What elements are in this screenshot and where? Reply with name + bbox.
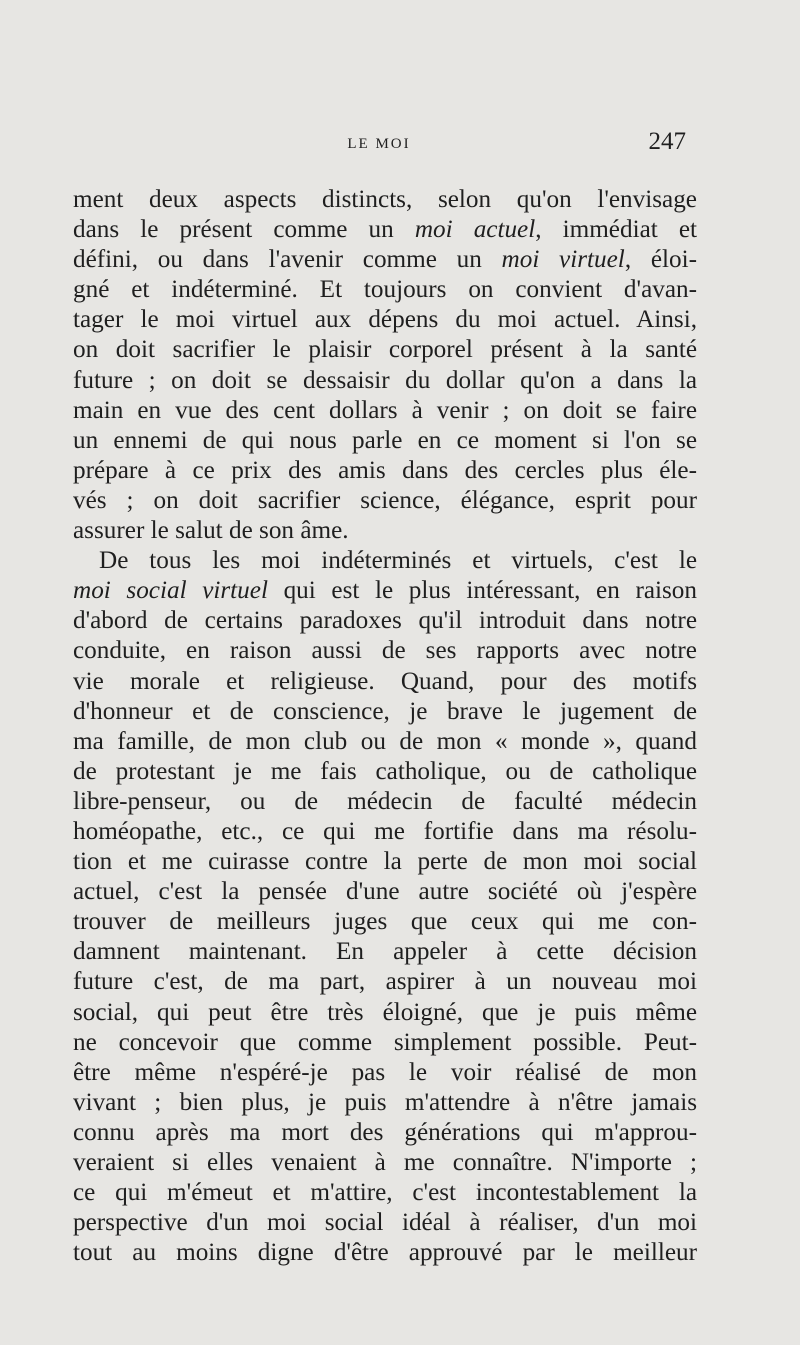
- text-segment: tager le moi virtuel aux dépens du moi actuel. Ainsi,: [73, 306, 697, 334]
- text-segment: défini, ou dans l'avenir comme un: [73, 246, 502, 274]
- text-line: [73, 937, 697, 967]
- text-line: [73, 305, 697, 335]
- text-segment: main en vue des cent dollars à venir ; on doit se faire: [73, 396, 697, 424]
- text-line: [73, 847, 697, 877]
- text-segment: damnent maintenant. En appeler à cette décision: [73, 938, 697, 966]
- page-number: 247: [648, 128, 686, 155]
- text-line: [73, 877, 697, 907]
- text-line: [73, 1208, 697, 1238]
- running-title: LE MOI: [347, 136, 411, 152]
- text-segment: de protestant je me fais catholique, ou de catholique: [73, 757, 697, 785]
- italic-text: moi actuel: [414, 216, 536, 244]
- text-segment: connu après ma mort des générations qui m'approu-: [73, 1118, 697, 1146]
- text-line: [73, 1088, 697, 1118]
- text-segment: assurer le salut de son âme.: [73, 517, 349, 545]
- text-segment: , éloi-: [624, 246, 697, 274]
- text-segment: trouver de meilleurs juges que ceux qui me con-: [73, 908, 697, 936]
- text-segment: être même n'espéré-je pas le voir réalisé de mon: [73, 1058, 697, 1086]
- text-segment: on doit sacrifier le plaisir corporel présent à la santé: [73, 336, 697, 364]
- text-segment: conduite, en raison aussi de ses rapports avec notre: [73, 637, 697, 665]
- text-line: [73, 636, 697, 666]
- text-segment: un ennemi de qui nous parle en ce moment si l'on se: [73, 426, 697, 454]
- text-segment: tout au moins digne d'être approuvé par le meilleur: [73, 1239, 697, 1267]
- text-line: [73, 967, 697, 997]
- text-line: [73, 215, 697, 245]
- text-line: [73, 456, 697, 486]
- text-line: [73, 366, 697, 396]
- text-segment: d'honneur et de conscience, je brave le jugement de: [73, 697, 697, 725]
- text-segment: vivant ; bien plus, je puis m'attendre à n'être jamais: [73, 1088, 697, 1116]
- text-segment: vés ; on doit sacrifier science, élégance, esprit pour: [73, 486, 697, 514]
- text-line: [73, 275, 697, 305]
- text-segment: , immédiat et: [535, 216, 698, 244]
- text-segment: d'abord de certains paradoxes qu'il introduit dans notre: [73, 607, 697, 635]
- text-line: [73, 1028, 697, 1058]
- paragraph: [73, 185, 697, 546]
- text-segment: dans le présent comme un: [73, 216, 415, 244]
- text-line: [73, 1058, 697, 1088]
- text-segment: ne concevoir que comme simplement possible. Peut-: [73, 1028, 697, 1056]
- page-header: [72, 128, 686, 168]
- text-line: [73, 1118, 697, 1148]
- text-line: [73, 787, 697, 817]
- text-line: [73, 1148, 697, 1178]
- text-line: [73, 516, 697, 546]
- paragraph: [73, 546, 697, 1268]
- text-segment: prépare à ce prix des amis dans des cercles plus éle-: [73, 456, 697, 484]
- text-segment: De tous les moi indéterminés et virtuels, c'est le: [99, 547, 697, 575]
- text-segment: qui est le plus intéressant, en raison: [267, 577, 697, 605]
- text-line: [73, 1238, 697, 1268]
- text-segment: social, qui peut être très éloigné, que je puis même: [73, 998, 697, 1026]
- text-line: [73, 396, 697, 426]
- text-segment: gné et indéterminé. Et toujours on convient d'avan-: [73, 276, 697, 304]
- text-line: [73, 245, 697, 275]
- text-segment: ment deux aspects distincts, selon qu'on l'envisage: [73, 186, 697, 213]
- text-line: [73, 817, 697, 847]
- text-line: [73, 697, 697, 727]
- text-line: [73, 426, 697, 456]
- text-segment: homéopathe, etc., ce qui me fortifie dans ma résolu-: [73, 817, 697, 845]
- italic-text: moi virtuel: [501, 246, 625, 274]
- text-segment: libre-penseur, ou de médecin de faculté médecin: [73, 787, 697, 815]
- text-line: [73, 998, 697, 1028]
- text-line: [73, 486, 697, 516]
- text-line: [73, 1178, 697, 1208]
- text-segment: actuel, c'est la pensée d'une autre société où j'espère: [73, 878, 697, 906]
- text-segment: perspective d'un moi social idéal à réaliser, d'un moi: [73, 1209, 697, 1237]
- text-line: [73, 757, 697, 787]
- text-segment: tion et me cuirasse contre la perte de mon moi social: [73, 848, 697, 876]
- text-line: [73, 727, 697, 757]
- text-segment: ce qui m'émeut et m'attire, c'est incontestablement la: [73, 1179, 697, 1207]
- body-text: [73, 185, 697, 1268]
- text-line: [73, 576, 697, 606]
- text-segment: ma famille, de mon club ou de mon « monde », quand: [73, 727, 697, 755]
- text-line: [73, 546, 697, 576]
- text-line: [73, 667, 697, 697]
- text-segment: vie morale et religieuse. Quand, pour des motifs: [73, 667, 697, 695]
- text-segment: future c'est, de ma part, aspirer à un nouveau moi: [73, 968, 697, 996]
- text-line: [73, 335, 697, 365]
- text-line: [73, 606, 697, 636]
- text-line: [73, 185, 697, 215]
- text-segment: veraient si elles venaient à me connaître. N'importe ;: [73, 1149, 697, 1176]
- text-segment: future ; on doit se dessaisir du dollar qu'on a dans la: [73, 366, 697, 394]
- text-line: [73, 907, 697, 937]
- italic-text: moi social virtuel: [73, 577, 268, 605]
